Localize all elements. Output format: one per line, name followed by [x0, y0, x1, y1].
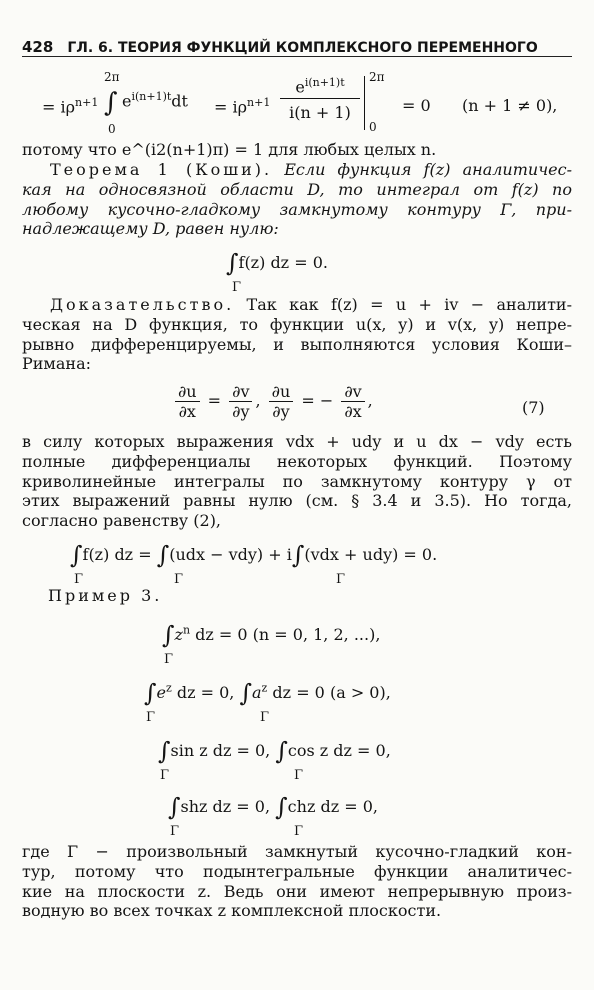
para2-line-5: согласно равенству (2), — [22, 511, 222, 531]
frac-du-dx: $\frac{\partial u}{\partial x}$ — [175, 382, 200, 421]
frac-den: i(n + 1) — [289, 103, 351, 123]
theorem-line-1: Если функция f(z) аналитичес- — [284, 160, 572, 179]
proof-line-4: Римана: — [22, 354, 92, 374]
final-line-4: водную во всех точках z комплексной плоскости. — [22, 901, 442, 921]
frac-num-e: e — [295, 77, 305, 97]
top-equation — [42, 70, 562, 140]
theorem-line-4: надлежащему D, равен нулю: — [22, 219, 279, 239]
bar-upper: 2π — [369, 70, 385, 84]
theorem-label: Теорема 1 (Коши). — [50, 160, 273, 179]
para2-line-1: в силу которых выражения vdx + udy и u dx − vdy есть — [22, 432, 572, 451]
proof-label: Доказательство. — [50, 295, 235, 314]
final-line-3: кие на плоскости z. Ведь они имеют непрерывную произ- — [22, 881, 572, 901]
running-header — [22, 34, 572, 57]
eval-bar — [364, 76, 365, 130]
proof-paragraph — [22, 295, 572, 374]
final-paragraph — [22, 842, 572, 921]
proof-line-1: Так как f(z) = u + iv − аналити- — [246, 295, 572, 314]
theorem-line-3: любому кусочно-гладкому замкнутому контуру Γ, при- — [22, 199, 572, 219]
lhs-text: = iρ — [42, 97, 76, 117]
frac-num-sup: i(n+1)t — [304, 76, 345, 89]
int-lower-limit: 0 — [108, 122, 116, 136]
lhs-sup: n+1 — [75, 96, 99, 109]
integrand-e: e — [122, 91, 132, 111]
sum-equation: ∫f(z) dz = ∫(udx − vdy) + i∫(vdx + udy) = 0. Γ Γ Γ — [70, 541, 438, 587]
final-line-1: где Γ − произвольный замкнутый кусочно-гладкий кон- — [22, 842, 572, 861]
para2-line-2: полные дифференциалы некоторых функций. Поэтому — [22, 451, 572, 471]
para2-line-4: этих выражений равны нулю (см. § 3.4 и 3.5). Но тогда, — [22, 491, 572, 511]
example-label: Пример 3. — [48, 586, 163, 605]
eq2-sup: n+1 — [247, 96, 271, 109]
bar-lower: 0 — [369, 120, 377, 134]
proof-line-3: рывно дифференцируемы, и выполняются условия Коши– — [22, 334, 572, 354]
equation-7: $\frac{\partial u}{\partial x}$ = $\frac{\partial v}{\partial y}$ , $\frac{\partial u}{\partial y}$ = − $\frac{\partial v}{\partial x}$ , — [172, 382, 373, 421]
int-upper-limit: 2π — [104, 70, 120, 84]
condition-text: (n + 1 ≠ 0), — [462, 96, 558, 115]
contour-sub: Γ — [232, 280, 242, 295]
example-2: $\int e^z$ dz = 0, $\int a^z$ dz = 0 (a > 0), Γ Γ — [144, 679, 391, 725]
para2-line-3: криволинейные интегралы по замкнутому контуру γ от — [22, 471, 572, 491]
cauchy-text: f(z) dz = 0. — [238, 253, 328, 272]
frac-dv-dx: $\frac{\partial v}{\partial x}$ — [341, 382, 364, 421]
chapter-title: ГЛ. 6. ТЕОРИЯ ФУНКЦИЙ КОМПЛЕКСНОГО ПЕРЕМЕННОГО — [67, 40, 538, 56]
integrand-sup: i(n+1)t — [131, 90, 172, 103]
theorem-paragraph — [22, 160, 572, 239]
example-3: ∫sin z dz = 0, ∫cos z dz = 0, Γ Γ — [158, 737, 391, 783]
result-text: = 0 — [402, 96, 431, 115]
frac-dv-dy: $\frac{\partial v}{\partial y}$ — [229, 382, 252, 421]
eq2-text: = iρ — [214, 97, 248, 117]
cauchy-equation — [226, 246, 328, 295]
integral-sign: ∫ — [104, 88, 118, 118]
equation-number: (7) — [522, 398, 545, 417]
final-line-2: тур, потому что подынтегральные функции аналитичес- — [22, 861, 572, 881]
line-potomu: потому что e^(i2(n+1)π) = 1 для любых целых n. — [22, 140, 437, 159]
big-fraction — [280, 76, 360, 122]
example-4: ∫shz dz = 0, ∫chz dz = 0, Γ Γ — [168, 793, 378, 839]
integral-sign: ∫ — [226, 249, 239, 277]
paragraph-2 — [22, 432, 572, 531]
theorem-line-2: кая на односвязной области D, то интеграл от f(z) по — [22, 179, 572, 199]
proof-line-2: ческая на D функция, то функции u(x, y) и v(x, y) непре- — [22, 314, 572, 334]
integrand-dt: dt — [171, 91, 188, 111]
page-number: 428 — [22, 38, 54, 56]
frac-du-dy: $\frac{\partial u}{\partial y}$ — [269, 382, 294, 421]
example-1: $\int z^n$ dz = 0 (n = 0, 1, 2, ...), Γ — [162, 621, 381, 667]
